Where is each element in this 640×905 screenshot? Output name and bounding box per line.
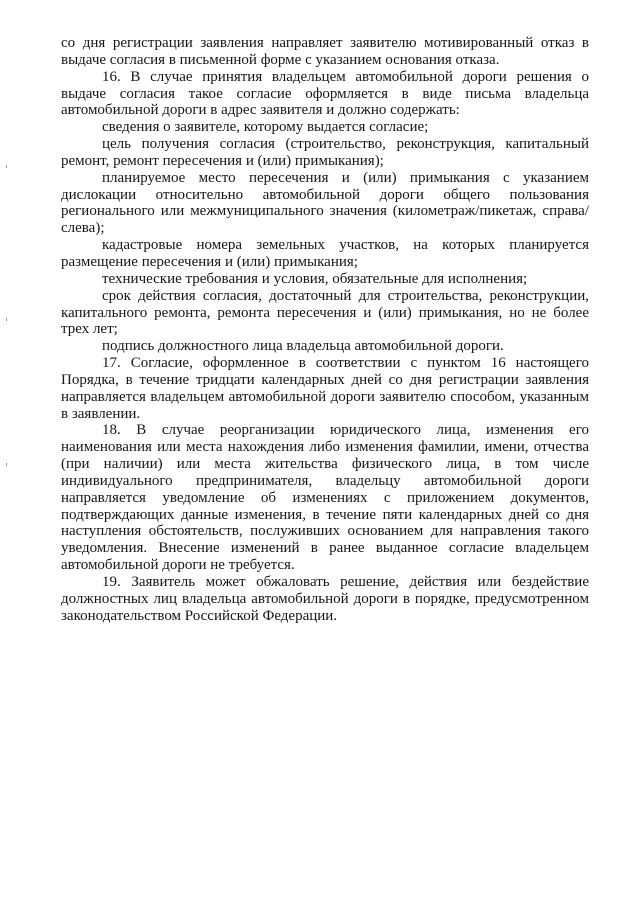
paragraph-continuation: со дня регистрации заявления направляет заявителю мотивированный отказ в выдаче согласия в письменной форме с указанием основания отказа.: [61, 35, 589, 68]
scan-edge-mark: [6, 463, 7, 466]
scan-edge-mark: [6, 165, 7, 168]
paragraph-16: 16. В случае принятия владельцем автомобильной дороги решения о выдаче согласия такое согласие оформляется в виде письма владельца автомобильной дороги в адрес заявителя и должно содержать:: [61, 68, 589, 119]
scan-edge-mark: [6, 318, 7, 321]
list-item-cadastral-numbers: кадастровые номера земельных участков, на которых планируется размещение пересечения и (или) примыкания;: [61, 237, 589, 270]
list-item-validity-period: срок действия согласия, достаточный для строительства, реконструкции, капитального ремонта, ремонта пересечения и (или) примыкания, но не более трех лет;: [61, 287, 589, 338]
list-item-applicant-info: сведения о заявителе, которому выдается согласие;: [102, 119, 429, 136]
list-item-signature: подпись должностного лица владельца автомобильной дороги.: [102, 338, 504, 355]
list-item-planned-location: планируемое место пересечения и (или) примыкания с указанием дислокации относительно автомобильной дороги общего пользования регионального или межмуниципального значения (километраж/пикетаж, справа/слева);: [61, 169, 589, 237]
paragraph-18: 18. В случае реорганизации юридического лица, изменения его наименования или места нахождения либо изменения фамилии, имени, отчества (при наличии) или места жительства физического лица, в том числе индивидуального предпринимателя, владельцу автомобильной дороги направляется уведомление об изменениях с приложением документов, подтверждающих данные изменения, в течение пяти календарных дней со дня наступления обстоятельств, послуживших основанием для направления такого уведомления. Внесение изменений в ранее выданное согласие владельцем автомобильной дороги не требуется.: [61, 422, 589, 574]
paragraph-17: 17. Согласие, оформленное в соответствии с пунктом 16 настоящего Порядка, в течение тридцати календарных дней со дня регистрации заявления направляется владельцем автомобильной дороги заявителю способом, указанным в заявлении.: [61, 355, 589, 422]
paragraph-19: 19. Заявитель может обжаловать решение, действия или бездействие должностных лиц владельца автомобильной дороги в порядке, предусмотренном законодательством Российской Федерации.: [61, 574, 589, 624]
document-body: [61, 35, 589, 625]
list-item-purpose: цель получения согласия (строительство, реконструкция, капитальный ремонт, ремонт пересечения и (или) примыкания);: [61, 136, 589, 169]
list-item-technical-requirements: технические требования и условия, обязательные для исполнения;: [102, 270, 528, 287]
